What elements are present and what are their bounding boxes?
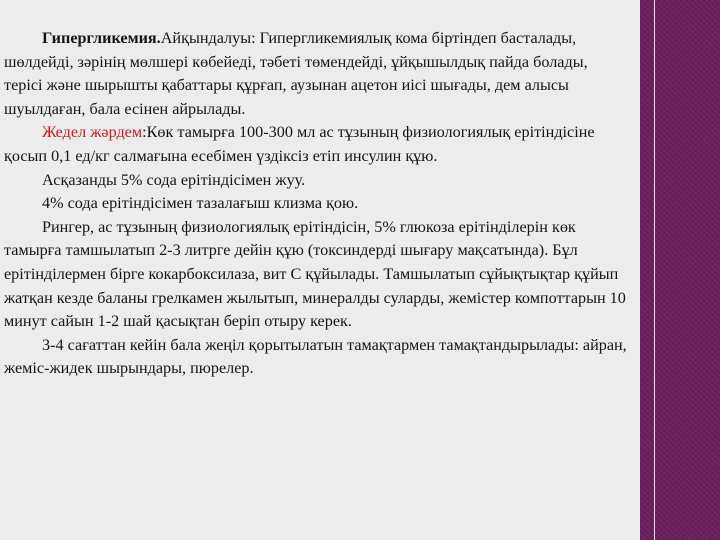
paragraph-hyperglycemia bbox=[4, 27, 629, 121]
section-heading: Гипергликемия. bbox=[42, 29, 161, 47]
paragraph-gastric-lavage: Асқазанды 5% сода ерітіндісімен жуу. bbox=[42, 170, 306, 189]
paragraph-feeding: 3-4 сағаттан кейін бала жеңіл қорытылатын тамақтармен тамақтандырылады: айран, жеміс-жидек шырындары, пюрелер. bbox=[4, 335, 627, 378]
slide-text-body bbox=[4, 27, 629, 381]
paragraph-text: :Көк тамырға 100-300 мл ас тұзының физиологиялық ерітіндісіне қосып 0,1 ед/кг салмағына есебімен үздіксіз етіп инсулин құю. bbox=[4, 123, 595, 165]
paragraph-first-aid bbox=[4, 121, 629, 168]
paragraph-infusion: Рингер, ас тұзының физиологиялық ерітіндісін, 5% глюкоза ерітінділерін көк тамырға тамшылатып 2-3 литрге дейін құю (токсиндерді шығару мақсатында). Бұл ерітінділермен бірге кокарбоксилаза, вит С құйылады. Тамшылатып сұйықтықтар құйып жатқан кезде баланы грелкамен жылытып, минералды суларды, жемістер компоттарын 10 минут сайын 1-2 шай қасықтан беріп отыру керек. bbox=[4, 217, 626, 331]
decorative-side-panel bbox=[640, 0, 720, 540]
side-panel-divider-line bbox=[654, 0, 655, 540]
paragraph-enema: 4% сода ерітіндісімен тазалағыш клизма қою. bbox=[42, 194, 359, 213]
paragraph-text: Айқындалуы: Гипергликемиялық кома біртіндеп басталады, шөлдейді, зәрінің мөлшері көбейеді, тәбеті төмендейді, ұйқышылдық пайда болады, терісі және шырышты қабаттары құрғап, аузынан ацетон иісі шығады, дем алысы шуылдаған, бала есінен айрылады. bbox=[4, 29, 588, 118]
first-aid-label: Жедел жәрдем bbox=[42, 123, 143, 142]
